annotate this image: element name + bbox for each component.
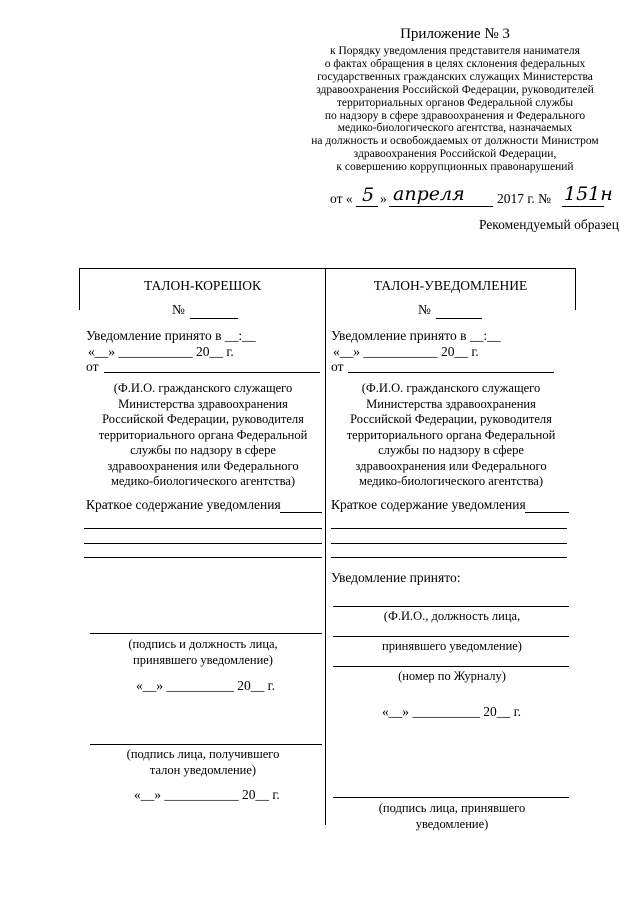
order-year: 2017 г. №	[497, 191, 552, 206]
fio-note-line: территориального органа Федеральной	[98, 427, 308, 442]
subtitle-line: на должность и освобождаемых от должности Министром	[311, 135, 599, 148]
right-signer-note	[330, 801, 574, 832]
right-position-note-2: принявшего уведомление)	[382, 639, 522, 653]
signer-note-line: (подпись и должность лица,	[128, 637, 278, 651]
subtitle-line: территориальных органов Федеральной службы	[336, 96, 574, 109]
order-number: 151н	[564, 183, 613, 205]
fio-note-line: службы по надзору в сфере	[378, 443, 524, 457]
fio-note-line: здравоохранения или Федерального	[355, 458, 547, 473]
left-fio-note	[82, 381, 324, 490]
fio-note-line: медико-биологического агентства)	[110, 474, 296, 488]
order-month: апреля	[393, 183, 465, 205]
order-day: 5	[362, 184, 375, 206]
right-title: ТАЛОН-УВЕДОМЛЕНИЕ	[373, 278, 528, 293]
fio-note-line: службы по надзору в сфере	[130, 443, 276, 457]
fio-note-line: Российской Федерации, руководителя	[102, 412, 304, 426]
fio-note-line: медико-биологического агентства)	[358, 474, 544, 488]
signer-note-line: принявшего уведомление)	[133, 652, 273, 667]
subtitle-line: о фактах обращения в целях склонения федеральных	[324, 57, 586, 70]
recommended-sample: Рекомендуемый образец	[478, 217, 619, 232]
right-date-line: «__» ___________ 20__ г.	[333, 344, 479, 359]
fio-note-line: (Ф.И.О. гражданского служащего	[361, 381, 541, 395]
order-prefix: от «	[330, 191, 353, 206]
left-accepted-at: Уведомление принято в __:__	[86, 328, 256, 343]
left-date-line-2: «__» __________ 20__ г.	[136, 678, 276, 693]
right-journal-note: (номер по Журналу)	[398, 669, 506, 683]
subtitle-line: здравоохранения Российской Федерации, руководителей	[316, 83, 594, 96]
fio-note-line: здравоохранения или Федерального	[107, 458, 299, 473]
right-from-label: от	[331, 359, 344, 374]
subtitle-line: здравоохранения Российской Федерации,	[353, 148, 557, 161]
right-number-label: №	[418, 302, 431, 317]
left-receiver-note	[82, 747, 324, 778]
left-number-label: №	[172, 302, 185, 317]
right-date-line-2: «__» __________ 20__ г.	[382, 704, 522, 719]
left-from-label: от	[86, 359, 99, 374]
subtitle-line: по надзору в сфере здравоохранения и Федерального	[324, 109, 586, 122]
subtitle-line: государственных гражданских служащих Министерства	[317, 70, 593, 83]
right-accepted-label: Уведомление принято:	[331, 570, 461, 585]
fio-note-line: территориального органа Федеральной	[346, 427, 556, 442]
left-title: ТАЛОН-КОРЕШОК	[143, 278, 262, 293]
signer-note-line: (подпись лица, принявшего	[378, 801, 526, 815]
fio-note-line: (Ф.И.О. гражданского служащего	[113, 381, 293, 395]
left-summary-label: Краткое содержание уведомления	[86, 497, 281, 512]
subtitle-line: к совершению коррупционных правонарушений	[336, 161, 574, 174]
fio-note-line: Министерства здравоохранения	[366, 396, 536, 411]
fio-note-line: Министерства здравоохранения	[118, 396, 288, 411]
right-position-note: (Ф.И.О., должность лица,	[383, 609, 521, 623]
subtitle-line: медико-биологического агентства, назначаемых	[337, 122, 573, 135]
subtitle-line: к Порядку уведомления представителя нанимателя	[330, 45, 580, 57]
left-date-line: «__» ___________ 20__ г.	[88, 344, 234, 359]
right-fio-note	[328, 381, 574, 490]
right-accepted-at: Уведомление принято в __:__	[331, 328, 501, 343]
receiver-note-line: (подпись лица, получившего	[126, 747, 280, 761]
left-signer-note	[82, 637, 324, 668]
appendix-title: Приложение № 3	[400, 26, 510, 42]
left-date-line-3: «__» ___________ 20__ г.	[134, 787, 280, 802]
fio-note-line: Российской Федерации, руководителя	[350, 412, 552, 426]
column-divider	[325, 268, 326, 825]
appendix-subtitle	[300, 45, 610, 174]
right-summary-label: Краткое содержание уведомления	[331, 497, 526, 512]
order-mid: »	[380, 191, 387, 206]
signer-note-line: уведомление)	[415, 816, 489, 831]
receiver-note-line: талон уведомление)	[149, 762, 257, 777]
